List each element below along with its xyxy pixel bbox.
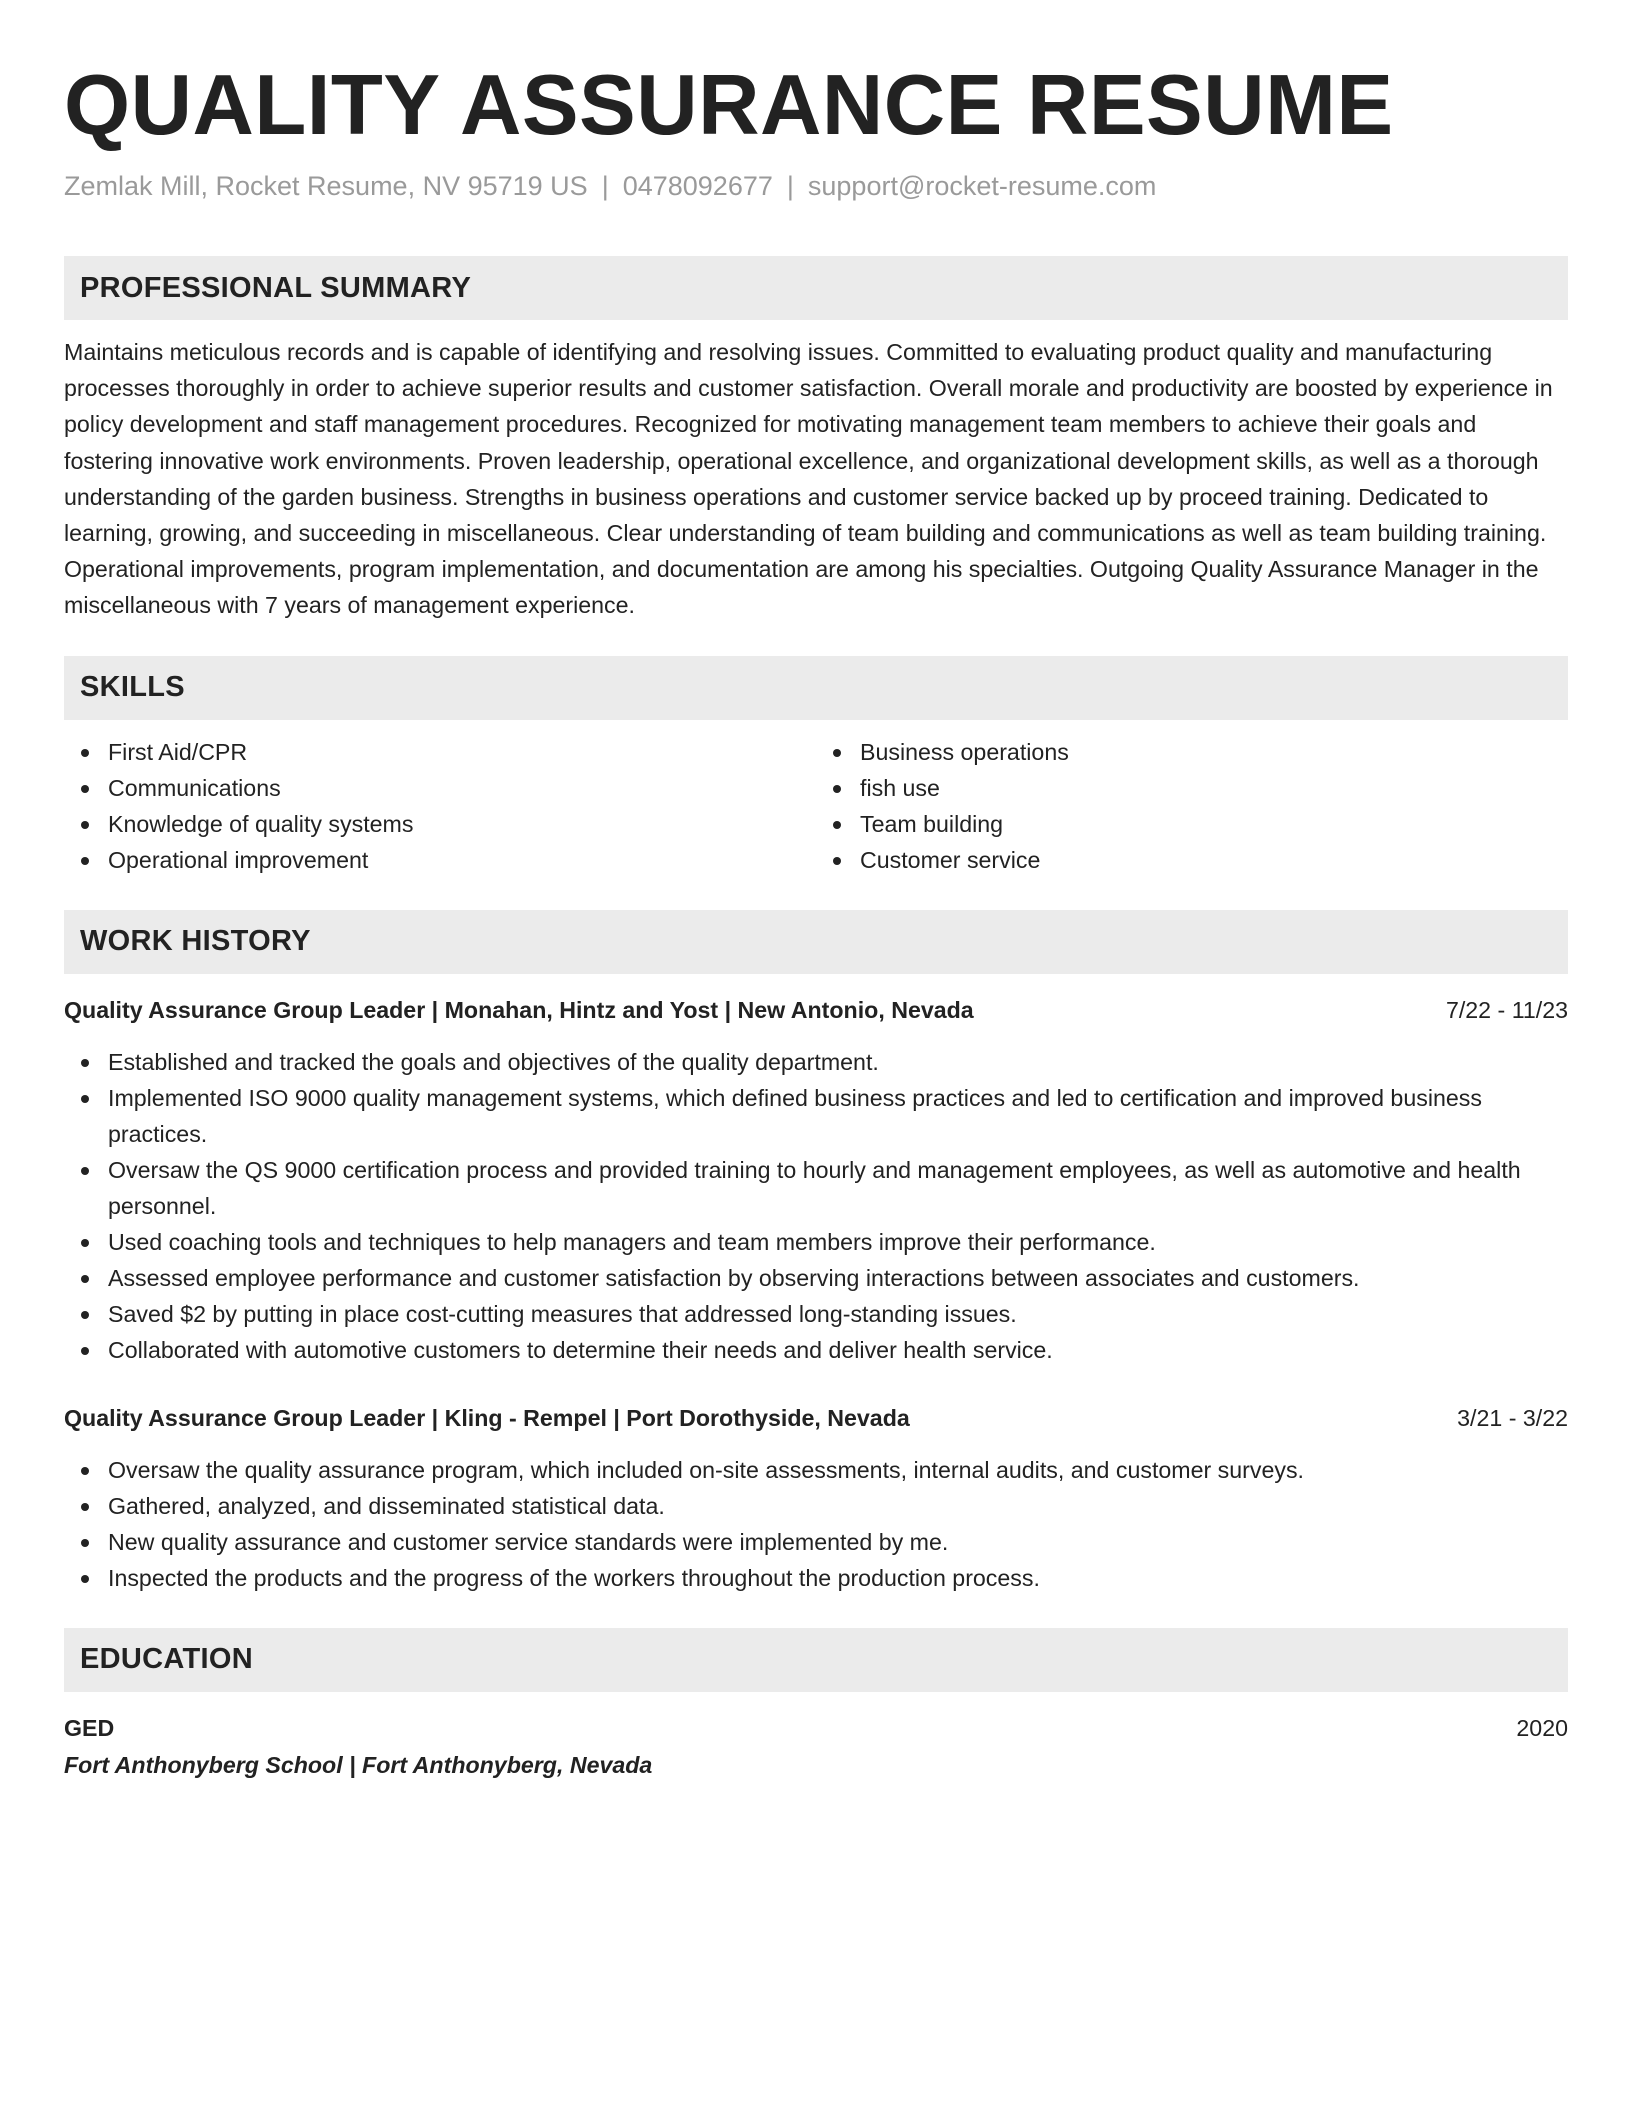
skill-item: First Aid/CPR xyxy=(64,734,816,770)
job-bullet: Oversaw the quality assurance program, which included on-site assessments, internal audits, and customer surveys. xyxy=(64,1452,1568,1488)
job-bullet-list xyxy=(64,1044,1568,1368)
contact-separator: | xyxy=(601,171,609,201)
job-dates: 3/21 - 3/22 xyxy=(1457,1404,1568,1431)
job-bullet-list xyxy=(64,1452,1568,1596)
skill-item: Communications xyxy=(64,770,816,806)
job-bullet: Used coaching tools and techniques to help managers and team members improve their performance. xyxy=(64,1224,1568,1260)
contact-email: support@rocket-resume.com xyxy=(807,171,1157,201)
section-heading-summary: PROFESSIONAL SUMMARY xyxy=(64,256,1568,320)
skills-list-left xyxy=(64,734,816,878)
education-degree: GED xyxy=(64,1714,115,1741)
section-heading-skills: SKILLS xyxy=(64,656,1568,720)
summary-text: Maintains meticulous records and is capable of identifying and resolving issues. Committed to evaluating product quality and manufacturing processes thoroughly in order to achieve superior results and customer satisfaction. Overall morale and productivity are boosted by experience in policy development and staff management procedures. Recognized for motivating management team members to achieve their goals and fostering innovative work environments. Proven leadership, operational excellence, and organizational development skills, as well as a thorough understanding of the garden business. Strengths in business operations and customer service backed up by proceed training. Dedicated to learning, growing, and succeeding in miscellaneous. Clear understanding of team building and communications as well as team building training. Operational improvements, program implementation, and documentation are among his specialties. Outgoing Quality Assurance Manager in the miscellaneous with 7 years of management experience. xyxy=(64,339,1553,619)
job-bullet: Oversaw the QS 9000 certification process and provided training to hourly and management employees, as well as automotive and health personnel. xyxy=(64,1152,1568,1224)
job-header xyxy=(64,1400,1568,1436)
section-heading-education: EDUCATION xyxy=(64,1628,1568,1692)
job-bullet: Assessed employee performance and customer satisfaction by observing interactions between associates and customers. xyxy=(64,1260,1568,1296)
education-header xyxy=(64,1710,1568,1746)
job-title: Quality Assurance Group Leader | Kling - Rempel | Port Dorothyside, Nevada xyxy=(64,1404,910,1431)
job-bullet: Established and tracked the goals and objectives of the quality department. xyxy=(64,1044,1568,1080)
job-bullet: Implemented ISO 9000 quality management systems, which defined business practices and led to certification and improved business practices. xyxy=(64,1080,1568,1152)
contact-line xyxy=(64,168,1568,204)
job-header xyxy=(64,992,1568,1028)
job-entry xyxy=(64,1400,1568,1596)
contact-separator: | xyxy=(786,171,794,201)
education-school: Fort Anthonyberg School | Fort Anthonyberg, Nevada xyxy=(64,1751,653,1778)
section-heading-work-history: WORK HISTORY xyxy=(64,910,1568,974)
contact-phone: 0478092677 xyxy=(622,171,773,201)
job-title: Quality Assurance Group Leader | Monahan, Hintz and Yost | New Antonio, Nevada xyxy=(64,996,974,1023)
contact-address: Zemlak Mill, Rocket Resume, NV 95719 US xyxy=(64,171,588,201)
resume-title: QUALITY ASSURANCE RESUME xyxy=(64,58,1394,153)
skill-item: fish use xyxy=(816,770,1568,806)
job-bullet: New quality assurance and customer service standards were implemented by me. xyxy=(64,1524,1568,1560)
job-entry xyxy=(64,992,1568,1368)
job-bullet: Collaborated with automotive customers to determine their needs and deliver health service. xyxy=(64,1332,1568,1368)
education-year: 2020 xyxy=(1516,1714,1568,1741)
job-bullet: Saved $2 by putting in place cost-cutting measures that addressed long-standing issues. xyxy=(64,1296,1568,1332)
skills-grid xyxy=(64,734,1568,878)
skill-item: Operational improvement xyxy=(64,842,816,878)
skill-item: Customer service xyxy=(816,842,1568,878)
skills-list-right xyxy=(816,734,1568,878)
job-bullet: Gathered, analyzed, and disseminated statistical data. xyxy=(64,1488,1568,1524)
skill-item: Knowledge of quality systems xyxy=(64,806,816,842)
skill-item: Business operations xyxy=(816,734,1568,770)
skill-item: Team building xyxy=(816,806,1568,842)
job-dates: 7/22 - 11/23 xyxy=(1445,996,1568,1023)
job-bullet: Inspected the products and the progress of the workers throughout the production process. xyxy=(64,1560,1568,1596)
